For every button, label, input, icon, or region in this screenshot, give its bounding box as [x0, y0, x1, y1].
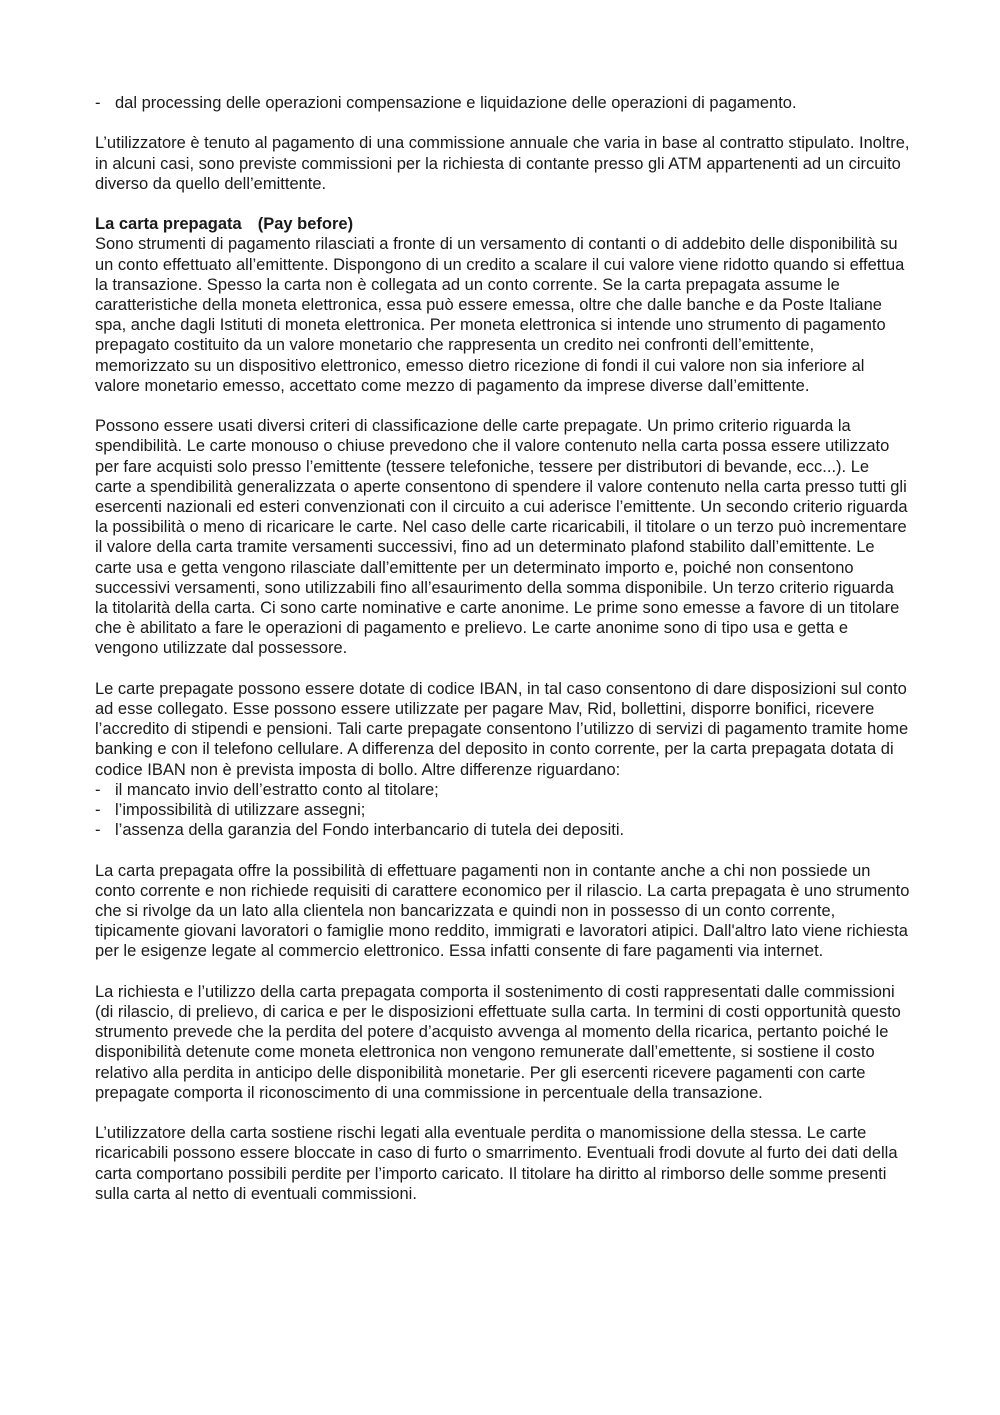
difference-item	[95, 780, 910, 800]
bullet-dash: -	[95, 801, 101, 820]
section-heading	[95, 214, 910, 234]
intro-bullet-text: dal processing delle operazioni compensazione e liquidazione delle operazioni di pagamento.	[115, 94, 797, 112]
bullet-dash: -	[95, 780, 101, 799]
paragraph-risks: L’utilizzatore della carta sostiene rischi legati alla eventuale perdita o manomissione della stessa. Le carte ricaricabili possono essere bloccate in caso di furto o smarrimento. Eventuali frodi dovute al furto dei dati della carta comportano possibili perdite per l’importo caricato. Il titolare ha diritto al rimborso delle somme presenti sulla carta al netto di eventuali commissioni.	[95, 1124, 898, 1203]
difference-item-text: l’impossibilità di utilizzare assegni;	[115, 801, 366, 820]
section-subtitle: (Pay before)	[257, 215, 354, 234]
difference-item-text: il mancato invio dell’estratto conto al titolare;	[115, 780, 439, 799]
difference-item-text: l’assenza della garanzia del Fondo interbancario di tutela dei depositi.	[115, 821, 625, 840]
difference-item	[95, 820, 910, 840]
section-title: La carta prepagata	[95, 215, 242, 234]
paragraph-iban: Le carte prepagate possono essere dotate di codice IBAN, in tal caso consentono di dare disposizioni sul conto ad esse collegato. Esse possono essere utilizzate per pagare Mav, Rid, bollettini, disporre bonifici, ricevere l’accredito di stipendi e pensioni. Tali carte prepagate consentono l’utilizzo di servizi di pagamento tramite home banking e con il telefono cellulare. A differenza del deposito in conto corrente, per la carta prepagata dotata di codice IBAN non è prevista imposta di bollo. Altre differenze riguardano:	[95, 679, 909, 779]
bullet-dash: -	[95, 821, 101, 840]
paragraph-costs: La richiesta e l’utilizzo della carta prepagata comporta il sostenimento di costi rappresentati dalle commissioni (di rilascio, di prelievo, di carica e per le disposizioni effettuate sulla carta. In termini di costi opportunità questo strumento prevede che la perdita del potere d’acquisto avvenga al momento della ricarica, pertanto poiché le disponibilità detenute come moneta elettronica non vengono remunerate dall’emettente, si sostiene il costo relativo alla perdita in anticipo delle disponibilità monetarie. Per gli esercenti ricevere pagamenti con carte prepagate comporta il riconoscimento di una commissione in percentuale della transazione.	[95, 982, 901, 1102]
paragraph-classification: Possono essere usati diversi criteri di classificazione delle carte prepagate. Un primo criterio riguarda la spendibilità. Le carte monouso o chiuse prevedono che il valore contenuto nella carta possa essere utilizzato per fare acquisti solo presso l’emittente (tessere telefoniche, tessere per distributori di bevande, ecc...). Le carte a spendibilità generalizzata o aperte consentono di spendere il valore contenuto nella carta presso tutti gli esercenti nazionali ed esteri convenzionati con il circuito a cui aderisce l’emittente. Un secondo criterio riguarda la possibilità o meno di ricaricare le carte. Nel caso delle carte ricaricabili, il titolare o un terzo può incrementare il valore della carta tramite versamenti successivi, fino ad un determinato plafond stabilito dall’emittente. Le carte usa e getta vengono rilasciate dall’emittente per un determinato importo e, poiché non consentono successivi versamenti, sono utilizzabili fino all’esaurimento della somma disponibile. Un terzo criterio riguarda la titolarità della carta. Ci sono carte nominative e carte anonime. Le prime sono emesse a favore di un titolare che è abilitato a fare le operazioni di pagamento e prelievo. Le carte anonime sono di tipo usa e getta e vengono utilizzate dal possessore.	[95, 417, 908, 658]
paragraph-audience: La carta prepagata offre la possibilità di effettuare pagamenti non in contante anche a chi non possiede un conto corrente e non richiede requisiti di carattere economico per il rilascio. La carta prepagata è uno strumento che si rivolge da un lato alla clientela non bancarizzata e quindi non in possesso di un conto corrente, tipicamente giovani lavoratori o famiglie mono reddito, immigrati e lavoratori atipici. Dall'altro lato viene richiesta per le esigenze legate al commercio elettronico. Essa infatti consente di fare pagamenti via internet.	[95, 861, 910, 961]
commission-paragraph: L’utilizzatore è tenuto al pagamento di una commissione annuale che varia in base al contratto stipulato. Inoltre, in alcuni casi, sono previste commissioni per la richiesta di contante presso gli ATM appartenenti ad un circuito diverso da quello dell’emittente.	[95, 134, 910, 193]
bullet-dash: -	[95, 94, 101, 112]
intro-bullet	[95, 93, 910, 113]
difference-item	[95, 800, 910, 820]
paragraph-definition: Sono strumenti di pagamento rilasciati a fronte di un versamento di contanti o di addebito delle disponibilità su un conto effettuato all’emittente. Dispongono di un credito a scalare il cui valore viene ridotto quando si effettua la transazione. Spesso la carta non è collegata ad un conto corrente. Se la carta prepagata assume le caratteristiche della moneta elettronica, essa può essere emessa, oltre che dalle banche e da Poste Italiane spa, anche dagli Istituti di moneta elettronica. Per moneta elettronica si intende uno strumento di pagamento prepagato costituito da un valore monetario che rappresenta un credito nei confronti dell’emittente, memorizzato su un dispositivo elettronico, emesso dietro ricezione di fondi il cui valore non sia inferiore al valore monetario emesso, accettato come mezzo di pagamento da imprese diverse dall’emittente.	[95, 235, 905, 395]
document-page	[95, 93, 910, 1224]
